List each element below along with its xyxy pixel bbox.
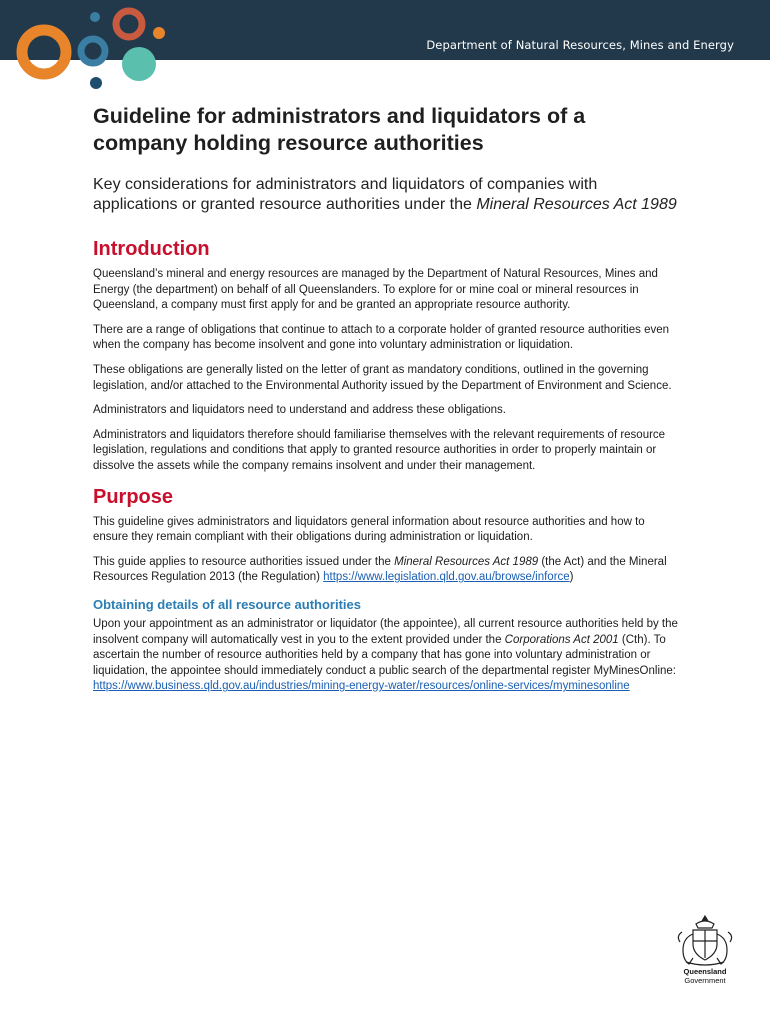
logo-circle-blue <box>81 39 105 63</box>
introduction-paragraph-5: Administrators and liquidators therefore should familiarise themselves with the relevant requirements of resource legislation, regulations and conditions that apply to granted resource authorities in order to properly maintain or dissolve the assets while the company remains insolvent and under their management. <box>93 428 666 472</box>
myminesonline-link[interactable]: https://www.business.qld.gov.au/industries/mining-energy-water/resources/online-services/myminesonline <box>93 680 630 693</box>
logo-dot-navy <box>90 77 102 89</box>
corporations-act-name: Corporations Act 2001 <box>504 633 619 646</box>
introduction-heading: Introduction <box>93 238 210 260</box>
introduction-paragraph-1: Queensland’s mineral and energy resources are managed by the Department of Natural Resources, Mines and Energy (the department) on behalf of all Queenslanders. To explore for or mine coal or mineral resources in Queensland, a company must first apply for and be granted an appropriate resource authority. <box>93 268 658 312</box>
logo-dot-orange <box>153 27 165 39</box>
document-subtitle <box>93 175 683 215</box>
logo-circle-red <box>116 11 142 37</box>
obtaining-details-heading: Obtaining details of all resource authorities <box>93 596 361 612</box>
act-name: Mineral Resources Act 1989 <box>394 555 539 568</box>
introduction-paragraph-3: These obligations are generally listed on the letter of grant as mandatory conditions, outlined in the governing legislation, and/or attached to the Environmental Authority issued by the Department of Environment and Science. <box>93 363 672 392</box>
document-body <box>93 103 683 704</box>
subtitle-act-name: Mineral Resources Act 1989 <box>476 196 677 213</box>
logo-dot-blue-small <box>90 12 100 22</box>
purpose-paragraph-1: This guideline gives administrators and liquidators general information about resource authorities and how to ensure they remain compliant with their obligations during administration or liquidation. <box>93 515 645 544</box>
subtitle-text: Key considerations for administrators and liquidators of companies with applications or granted resource authorities under the <box>93 176 598 213</box>
obtaining-paragraph-1: Upon your appointment as an administrator or liquidator (the appointee), all current resource authorities held by the insolvent company will automatically vest in you to the extent provided under the Corporations Act 2001 (Cth). To ascertain the number of resource authorities held by a company that has gone into voluntary administration or liquidation, the appointee should immediately conduct a public search of the departmental register MyMinesOnline: https://www.business.qld.gov.au/industries/mining-energy-water/resources/online-services/myminesonline <box>93 617 678 693</box>
purpose-heading: Purpose <box>93 485 174 508</box>
logo-circle-orange <box>22 30 66 74</box>
logo-circle-teal <box>122 47 156 81</box>
legislation-link[interactable]: https://www.legislation.qld.gov.au/browse/inforce <box>323 571 570 584</box>
introduction-paragraph-4: Administrators and liquidators need to understand and address these obligations. <box>93 404 506 417</box>
department-name: Department of Natural Resources, Mines and Energy <box>426 38 734 52</box>
purpose-paragraph-2: This guide applies to resource authorities issued under the Mineral Resources Act 1989 (the Act) and the Mineral Resources Regulation 2013 (the Regulation) https://www.legislation.qld.gov.au/browse/inforce) <box>93 555 667 584</box>
document-title: Guideline for administrators and liquidators of a company holding resource authorities <box>93 104 586 155</box>
queensland-government-wordmark: Queensland Government <box>683 967 727 985</box>
introduction-paragraph-2: There are a range of obligations that continue to attach to a corporate holder of granted resource authorities even when the company has become insolvent and gone into voluntary administration or liquidation. <box>93 323 670 352</box>
department-logo-circles <box>0 0 180 100</box>
